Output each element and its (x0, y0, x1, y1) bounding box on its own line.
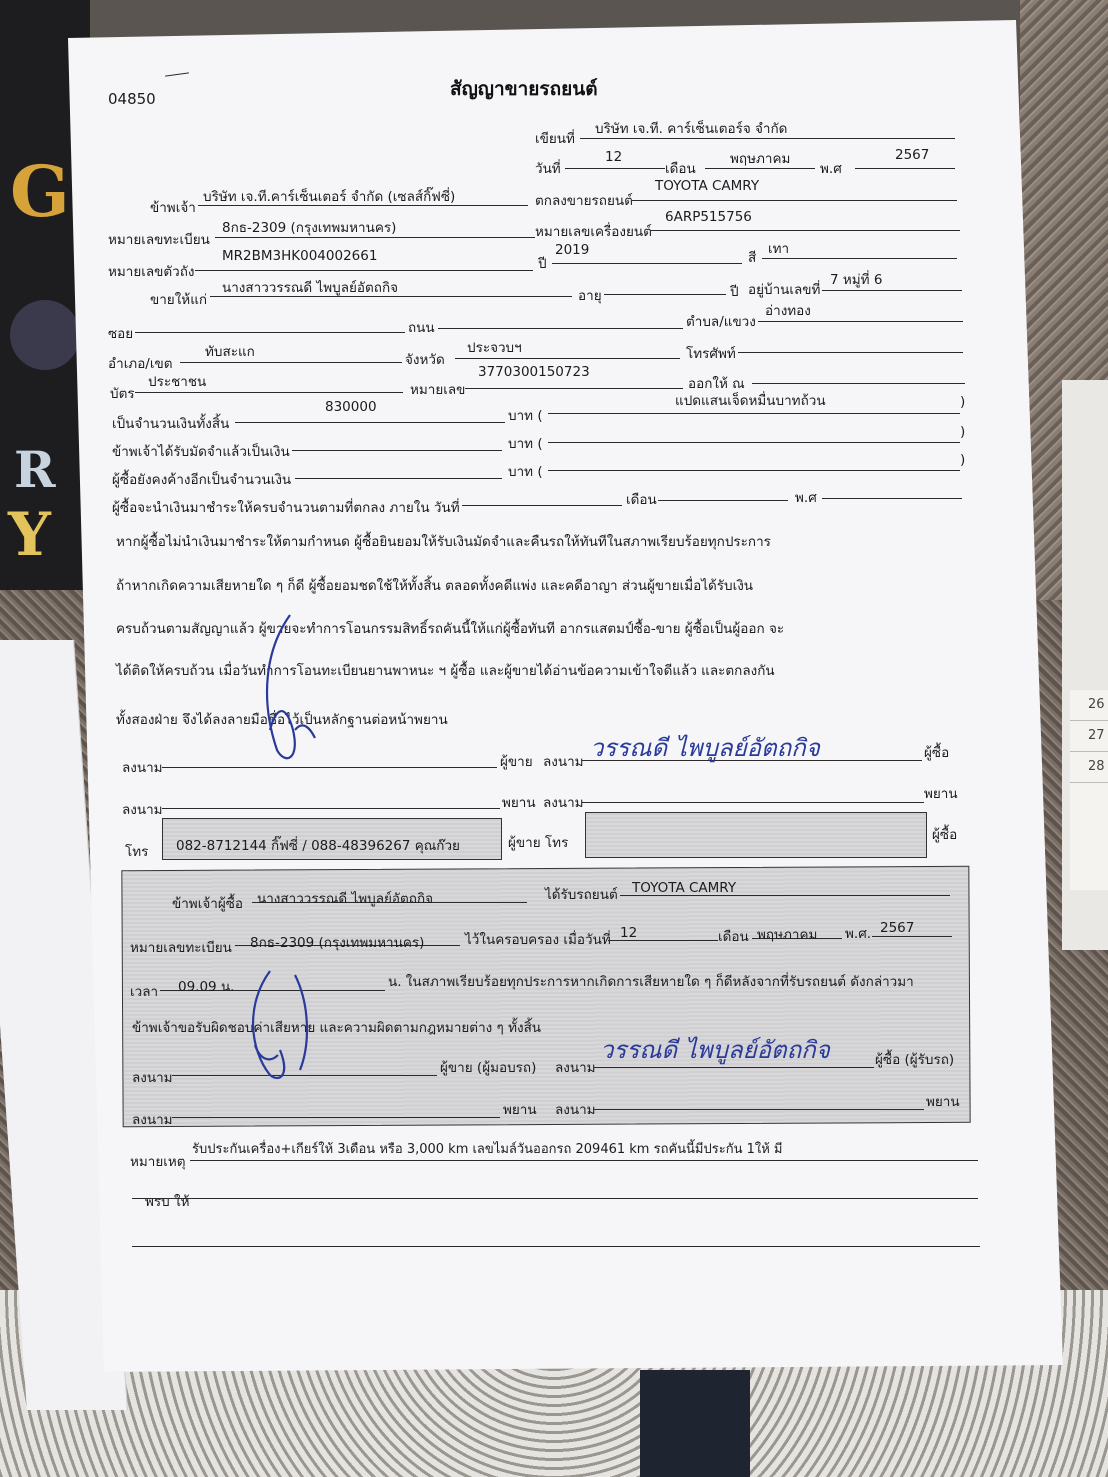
field-line (762, 258, 957, 259)
remain-label: ผู้ซื้อยังคงค้างอีกเป็นจำนวนเงิน (112, 472, 292, 488)
tambon-value: อ่างทอง (765, 303, 811, 319)
field-line (135, 332, 405, 333)
terms-line: ทั้งสองฝ่าย จึงได้ลงลายมือชื่อไว้เป็นหลักฐานต่อหน้าพยาน (116, 712, 448, 728)
road-label: ถนน (408, 320, 435, 336)
receipt-car: TOYOTA CAMRY (632, 880, 737, 896)
receipt-reg-label: หมายเลขทะเบียน (130, 940, 232, 956)
deposit-label: ข้าพเจ้าได้รับมัดจำแล้วเป็นเงิน (112, 444, 290, 460)
engine-value: 6ARP515756 (665, 209, 752, 225)
field-line (548, 442, 960, 443)
field-line (465, 388, 683, 389)
phone-label: โทร (125, 844, 149, 860)
terms-line: หากผู้ซื้อไม่นำเงินมาชำระให้ตามกำหนด ผู้ซื้อยินยอมให้รับเงินมัดจำและคืนรถให้ทันทีในสภาพเรียบร้อยทุกประการ (116, 534, 771, 550)
age-label: อายุ (578, 288, 602, 304)
field-line (855, 168, 955, 169)
receipt-year-label: พ.ศ. (845, 926, 872, 942)
baht-label: บาท ( (508, 408, 543, 424)
sign-label: ลงนาม (122, 760, 163, 776)
receipt-text-1: น. ในสภาพเรียบร้อยทุกประการหากเกิดการเสียหายใด ๆ ก็ดีหลังจากที่รับรถยนต์ ดังกล่าวมา (388, 974, 914, 990)
baht-label: บาท ( (508, 436, 543, 452)
total-label: เป็นจำนวนเงินทั้งสิ้น (112, 416, 230, 432)
written-at-label: เขียนที่ (535, 131, 575, 147)
vehicle-year-value: 2019 (555, 242, 590, 258)
tambon-label: ตำบล/แขวง (686, 314, 756, 330)
close-paren: ) (960, 452, 966, 468)
calendar-day: 26 (1070, 690, 1108, 721)
witness-role: พยาน (924, 786, 958, 802)
field-line (295, 478, 502, 479)
receipt-possess-label: ไว้ในครอบครอง เมื่อวันที่ (465, 932, 611, 948)
field-line (565, 168, 665, 169)
receipt-buyer-value: นางสาววรรณดี ไพบูลย์อัตถกิจ (257, 891, 434, 907)
field-line (172, 1117, 500, 1118)
close-paren: ) (960, 424, 966, 440)
field-line (162, 808, 500, 809)
phone-label: โทรศัพท์ (686, 346, 736, 362)
receipt-received-label: ได้รับรถยนต์ (545, 887, 618, 903)
receipt-buyer-signature: วรรณดี ไพบูลย์อัตถกิจ (600, 1036, 830, 1064)
month-label: เดือน (665, 161, 696, 177)
chassis-label: หมายเลขตัวถัง (108, 264, 195, 280)
province-label: จังหวัด (405, 352, 445, 368)
field-line (132, 1246, 980, 1247)
card-value: ประชาชน (148, 374, 207, 390)
field-line (235, 422, 505, 423)
field-line (292, 450, 502, 451)
calendar-day: 28 (1070, 752, 1108, 783)
reg-value: 8กธ-2309 (กรุงเทพมหานคร) (222, 220, 397, 236)
seller-label: ข้าพเจ้า (150, 200, 196, 216)
card-label: บัตร (110, 386, 135, 402)
field-line (582, 802, 924, 803)
receipt-witness-role: พยาน (503, 1102, 537, 1118)
field-line (135, 392, 403, 393)
buyer-role: ผู้ซื้อ (932, 827, 958, 843)
field-line (180, 362, 402, 363)
month-value: พฤษภาคม (730, 151, 791, 167)
field-line (658, 500, 788, 501)
engine-label: หมายเลขเครื่องยนต์ (535, 224, 652, 240)
color-value: เทา (768, 241, 790, 257)
province-value: ประจวบฯ (467, 340, 522, 356)
field-line (604, 294, 726, 295)
sell-to-label: ขายให้แก่ (150, 292, 208, 308)
receipt-time-label: เวลา (130, 984, 159, 1000)
receipt-year: 2567 (880, 920, 915, 936)
field-line (455, 358, 680, 359)
doc-number: 04850 (108, 90, 156, 108)
agree-label: ตกลงขายรถยนต์ (535, 193, 633, 209)
receipt-day: 12 (620, 925, 638, 941)
receipt-witness-role: พยาน (926, 1094, 960, 1110)
field-line (162, 767, 497, 768)
field-line (594, 1109, 924, 1110)
year-value: 2567 (895, 147, 930, 163)
house-value: 7 หมู่ที่ 6 (830, 272, 883, 288)
years-label: ปี (730, 284, 739, 300)
written-at-value: บริษัท เจ.ที. คาร์เซ็นเตอร์จ จำกัด (595, 121, 788, 137)
sign-label: ลงนาม (132, 1070, 173, 1086)
sign-label: ลงนาม (132, 1112, 173, 1128)
receipt-buyer-label: ข้าพเจ้าผู้ซื้อ (172, 896, 243, 912)
field-line (548, 470, 960, 471)
car-value: TOYOTA CAMRY (655, 178, 760, 194)
field-line (552, 263, 742, 264)
sign-label: ลงนาม (543, 754, 584, 770)
field-line (195, 270, 533, 271)
field-line (462, 505, 622, 506)
amphoe-label: อำเภอ/เขต (108, 356, 173, 372)
reg-label: หมายเลขทะเบียน (108, 232, 210, 248)
chassis-value: MR2BM3HK004002661 (222, 248, 378, 264)
due-month-label: เดือน (626, 492, 657, 508)
sign-label: ลงนาม (555, 1060, 596, 1076)
field-line (758, 321, 963, 322)
field-line (822, 498, 962, 499)
close-paren: ) (960, 394, 966, 410)
house-label: อยู่บ้านเลขที่ (748, 282, 821, 298)
receipt-seller-signature (240, 965, 330, 1085)
buyer-signature: วรรณดี ไพบูลย์อัตถกิจ (590, 734, 820, 762)
amphoe-value: ทับสะแก (205, 344, 255, 360)
notebook-cover: G R Y (0, 0, 90, 590)
seller-phone: 082-8712144 กิ๊ฟซี่ / 088-48396267 คุณก๊วย (176, 838, 460, 854)
year-label: พ.ศ (820, 161, 842, 177)
id-value: 3770300150723 (478, 364, 590, 380)
field-line (872, 936, 952, 937)
buyer-role: ผู้ซื้อ (924, 745, 950, 761)
doc-title: สัญญาขายรถยนต์ (450, 78, 598, 100)
field-line (650, 230, 960, 231)
date-label: วันที่ (535, 161, 561, 177)
terms-line: ครบถ้วนตามสัญญาแล้ว ผู้ขายจะทำการโอนกรรมสิทธิ์รถคันนี้ให้แก่ผู้ซื้อทันที อากรแสตมป์ซื้อ-ขาย ผู้ซื้อเป็นผู้ออก จะ (116, 621, 785, 637)
calendar-strip (1070, 690, 1108, 890)
witness-role: พยาน (502, 795, 536, 811)
sign-label: ลงนาม (122, 802, 163, 818)
due-text: ผู้ซื้อจะนำเงินมาชำระให้ครบจำนวนตามที่ตกลง ภายใน วันที่ (112, 500, 460, 516)
person-leg (640, 1370, 750, 1477)
field-line (738, 352, 963, 353)
receipt-text-2: ข้าพเจ้าขอรับผิดชอบค่าเสียหาย และความผิดตามกฎหมายต่าง ๆ ทั้งสิ้น (132, 1020, 542, 1036)
issued-label: ออกให้ ณ (688, 376, 745, 392)
day-value: 12 (605, 149, 623, 165)
sign-label: ลงนาม (543, 795, 584, 811)
soi-label: ซอย (108, 326, 134, 342)
note-label: หมายเหตุ (130, 1154, 186, 1170)
baht-label: บาท ( (508, 464, 543, 480)
field-line (132, 1198, 978, 1199)
receipt-seller-role: ผู้ขาย (ผู้มอบรถ) (440, 1060, 537, 1076)
color-label: สี (748, 250, 757, 266)
seller-role: ผู้ขาย (500, 754, 533, 770)
field-line (548, 413, 960, 414)
id-label: หมายเลข (410, 382, 466, 398)
total-value: 830000 (325, 399, 377, 415)
seller-phone-label: ผู้ขาย โทร (508, 835, 569, 851)
vehicle-year-label: ปี (538, 256, 547, 272)
receipt-buyer-role: ผู้ซื้อ (ผู้รับรถ) (875, 1052, 955, 1068)
field-line (822, 290, 962, 291)
terms-line: ถ้าหากเกิดความเสียหายใด ๆ ก็ดี ผู้ซื้อยอมชดใช้ให้ทั้งสิ้น ตลอดทั้งคดีแพ่ง และคดีอาญา ส่วนผู้ขายเมื่อได้รับเงิน (116, 578, 754, 594)
seller-signature (255, 610, 325, 770)
receipt-month: พฤษภาคม (757, 927, 818, 943)
sign-label: ลงนาม (555, 1102, 596, 1118)
receipt-reg: 8กธ-2309 (กรุงเทพมหานคร) (250, 935, 425, 951)
buyer-phone-box (585, 812, 927, 858)
receipt-time: 09.09 น. (178, 979, 235, 995)
field-line (438, 328, 683, 329)
buyer-name: นางสาววรรณดี ไพบูลย์อัตถกิจ (222, 280, 399, 296)
field-line (632, 200, 957, 201)
field-line (752, 383, 965, 384)
note-line-2: พรบ ให้ (145, 1194, 190, 1210)
receipt-month-label: เดือน (718, 929, 749, 945)
due-year-label: พ.ศ (795, 490, 817, 506)
total-words: แปดแสนเจ็ดหมื่นบาทถ้วน (675, 393, 826, 409)
seller-value: บริษัท เจ.ที.คาร์เซ็นเตอร์ จำกัด (เซลส์กิ๊ฟซี่) (203, 189, 456, 205)
field-line (190, 1160, 978, 1161)
calendar-day: 27 (1070, 721, 1108, 752)
note-text: รับประกันเครื่อง+เกียร์ให้ 3เดือน หรือ 3,000 km เลขไมล์วันออกรถ 209461 km รถคันนี้มีประกัน 1ให้ มี (192, 1142, 783, 1157)
terms-line: ได้ติดให้ครบถ้วน เมื่อวันทำการโอนทะเบียนยานพาหนะ ฯ ผู้ซื้อ และผู้ขายได้อ่านข้อความเข้าใจดีแล้ว และตกลงกัน (116, 663, 775, 679)
